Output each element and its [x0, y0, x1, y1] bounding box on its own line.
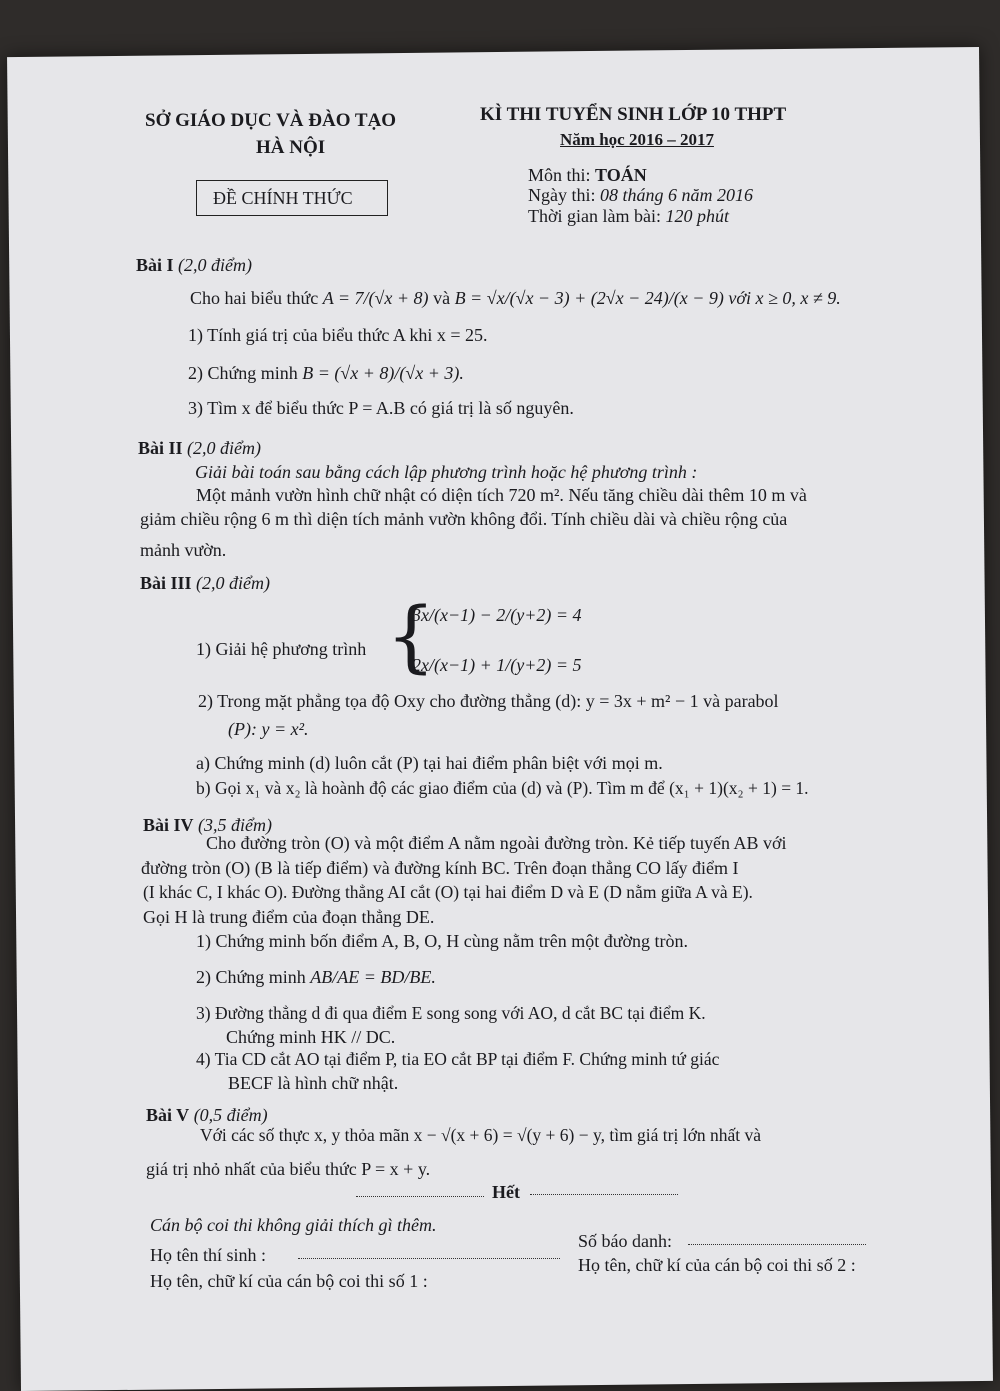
bai1-q2-text: 2) Chứng minh	[188, 363, 298, 383]
bai4-q4-line2: BECF là hình chữ nhật.	[228, 1073, 399, 1093]
bai1-intro-line	[190, 278, 841, 318]
bai1-title: Bài I	[136, 255, 174, 275]
bai5-title: Bài V	[146, 1105, 190, 1125]
end-dots-right	[530, 1194, 678, 1195]
bai1-condition: với x ≥ 0, x ≠ 9.	[728, 288, 841, 308]
official-label: ĐỀ CHÍNH THỨC	[213, 188, 353, 208]
duration-value: 120 phút	[665, 206, 730, 226]
invigilator2-label: Họ tên, chữ kí của cán bộ coi thi số 2 :	[578, 1255, 856, 1275]
bai2-heading	[138, 437, 261, 459]
bai4-title: Bài IV	[143, 815, 194, 835]
exam-title: KÌ THI TUYỂN SINH LỚP 10 THPT	[480, 104, 787, 125]
bai4-q2-expr: AB/AE = BD/BE.	[310, 967, 436, 987]
system-brace: {	[386, 592, 436, 682]
subject-label: Môn thi:	[528, 165, 591, 185]
department-line2: HÀ NỘI	[256, 137, 326, 158]
bai1-q3: 3) Tìm x để biểu thức P = A.B có giá trị là số nguyên.	[188, 398, 574, 418]
date-value: 08 tháng 6 năm 2016	[600, 185, 753, 205]
bai3-q2-line2: (P): y = x².	[228, 719, 309, 739]
bai5-points: (0,5 điểm)	[193, 1105, 268, 1125]
bai1-q2-line	[188, 362, 464, 384]
bai5-heading	[146, 1104, 268, 1126]
bai4-q3-line2: Chứng minh HK // DC.	[226, 1027, 396, 1047]
bai2-title: Bài II	[138, 438, 183, 458]
bai5-line1: Với các số thực x, y thỏa mãn x − √(x + 6) = √(y + 6) − y, tìm giá trị lớn nhất và	[200, 1125, 761, 1145]
bai2-intro: Giải bài toán sau bằng cách lập phương trình hoặc hệ phương trình :	[195, 462, 698, 482]
bai3-points: (2,0 điểm)	[196, 573, 271, 593]
bai4-q2-line	[196, 966, 436, 988]
bai1-conj: và	[433, 288, 451, 308]
bai3-heading	[140, 572, 270, 594]
expr-b: B = √x/(√x − 3) + (2√x − 24)/(x − 9)	[454, 288, 724, 308]
bai5-line2: giá trị nhỏ nhất của biểu thức P = x + y.	[146, 1159, 431, 1179]
school-year: Năm học 2016 – 2017	[560, 130, 714, 149]
bai1-q2-expr: B = (√x + 8)/(√x + 3).	[302, 363, 464, 383]
subject-value: TOÁN	[595, 165, 647, 185]
end-dots-left	[356, 1196, 484, 1197]
candidate-name-label: Họ tên thí sinh :	[150, 1245, 266, 1265]
duration-line	[528, 205, 729, 227]
candidate-number-label: Số báo danh:	[578, 1231, 672, 1251]
date-line	[528, 184, 753, 206]
candidate-number-dots	[688, 1244, 866, 1245]
bai4-q1: 1) Chứng minh bốn điểm A, B, O, H cùng nằm trên một đường tròn.	[196, 931, 688, 951]
end-marker: Hết	[492, 1182, 520, 1202]
bai1-q1: 1) Tính giá trị của biểu thức A khi x = 25.	[188, 325, 488, 345]
bai4-q2-text: 2) Chứng minh	[196, 967, 306, 987]
system-eq2: 2x/(x−1) + 1/(y+2) = 5	[412, 655, 582, 675]
bai4-line2: đường tròn (O) (B là tiếp điểm) và đường kính BC. Trên đoạn thẳng CO lấy điểm I	[141, 858, 739, 878]
bai4-line3: (I khác C, I khác O). Đường thẳng AI cắt (O) tại hai điểm D và E (D nằm giữa A và E).	[143, 882, 753, 902]
bai1-intro: Cho hai biểu thức	[190, 288, 319, 308]
bai4-q3-line1: 3) Đường thẳng d đi qua điểm E song song với AO, d cắt BC tại điểm K.	[196, 1003, 706, 1023]
invigilator1-label: Họ tên, chữ kí của cán bộ coi thi số 1 :	[150, 1271, 428, 1291]
bai2-points: (2,0 điểm)	[187, 438, 262, 458]
bai2-line3: mảnh vườn.	[140, 540, 227, 560]
footer-note: Cán bộ coi thi không giải thích gì thêm.	[150, 1215, 437, 1235]
bai4-line4: Gọi H là trung điểm của đoạn thẳng DE.	[143, 907, 435, 927]
bai3-qb: b) Gọi x₁ và x₂ là hoành độ các giao điểm của (d) và (P). Tìm m để (x₁ + 1)(x₂ + 1) = 1.	[196, 778, 809, 798]
bai2-line1: Một mảnh vườn hình chữ nhật có diện tích 720 m². Nếu tăng chiều dài thêm 10 m và	[196, 485, 807, 505]
bai1-points: (2,0 điểm)	[178, 255, 252, 275]
system-eq1: 3x/(x−1) − 2/(y+2) = 4	[412, 605, 582, 625]
bai4-q4-line1: 4) Tia CD cắt AO tại điểm P, tia EO cắt BP tại điểm F. Chứng minh tứ giác	[196, 1049, 720, 1069]
bai3-qa: a) Chứng minh (d) luôn cắt (P) tại hai điểm phân biệt với mọi m.	[196, 753, 663, 773]
bai3-q1: 1) Giải hệ phương trình	[196, 639, 367, 659]
date-label: Ngày thi:	[528, 185, 596, 205]
bai2-line2: giảm chiều rộng 6 m thì diện tích mảnh vườn không đổi. Tính chiều dài và chiều rộng của	[140, 509, 788, 529]
department-line1: SỞ GIÁO DỤC VÀ ĐÀO TẠO	[145, 110, 397, 131]
subject-line	[528, 164, 647, 186]
candidate-name-dots	[298, 1258, 560, 1259]
bai3-q2-line1: 2) Trong mặt phẳng tọa độ Oxy cho đường thẳng (d): y = 3x + m² − 1 và parabol	[198, 691, 779, 711]
bai3-title: Bài III	[140, 573, 192, 593]
expr-a: A = 7/(√x + 8)	[322, 288, 429, 308]
bai1-heading	[136, 254, 252, 276]
duration-label: Thời gian làm bài:	[528, 206, 661, 226]
bai4-line1: Cho đường tròn (O) và một điểm A nằm ngoài đường tròn. Kẻ tiếp tuyến AB với	[206, 833, 787, 853]
bai4-points: (3,5 điểm)	[198, 815, 272, 835]
